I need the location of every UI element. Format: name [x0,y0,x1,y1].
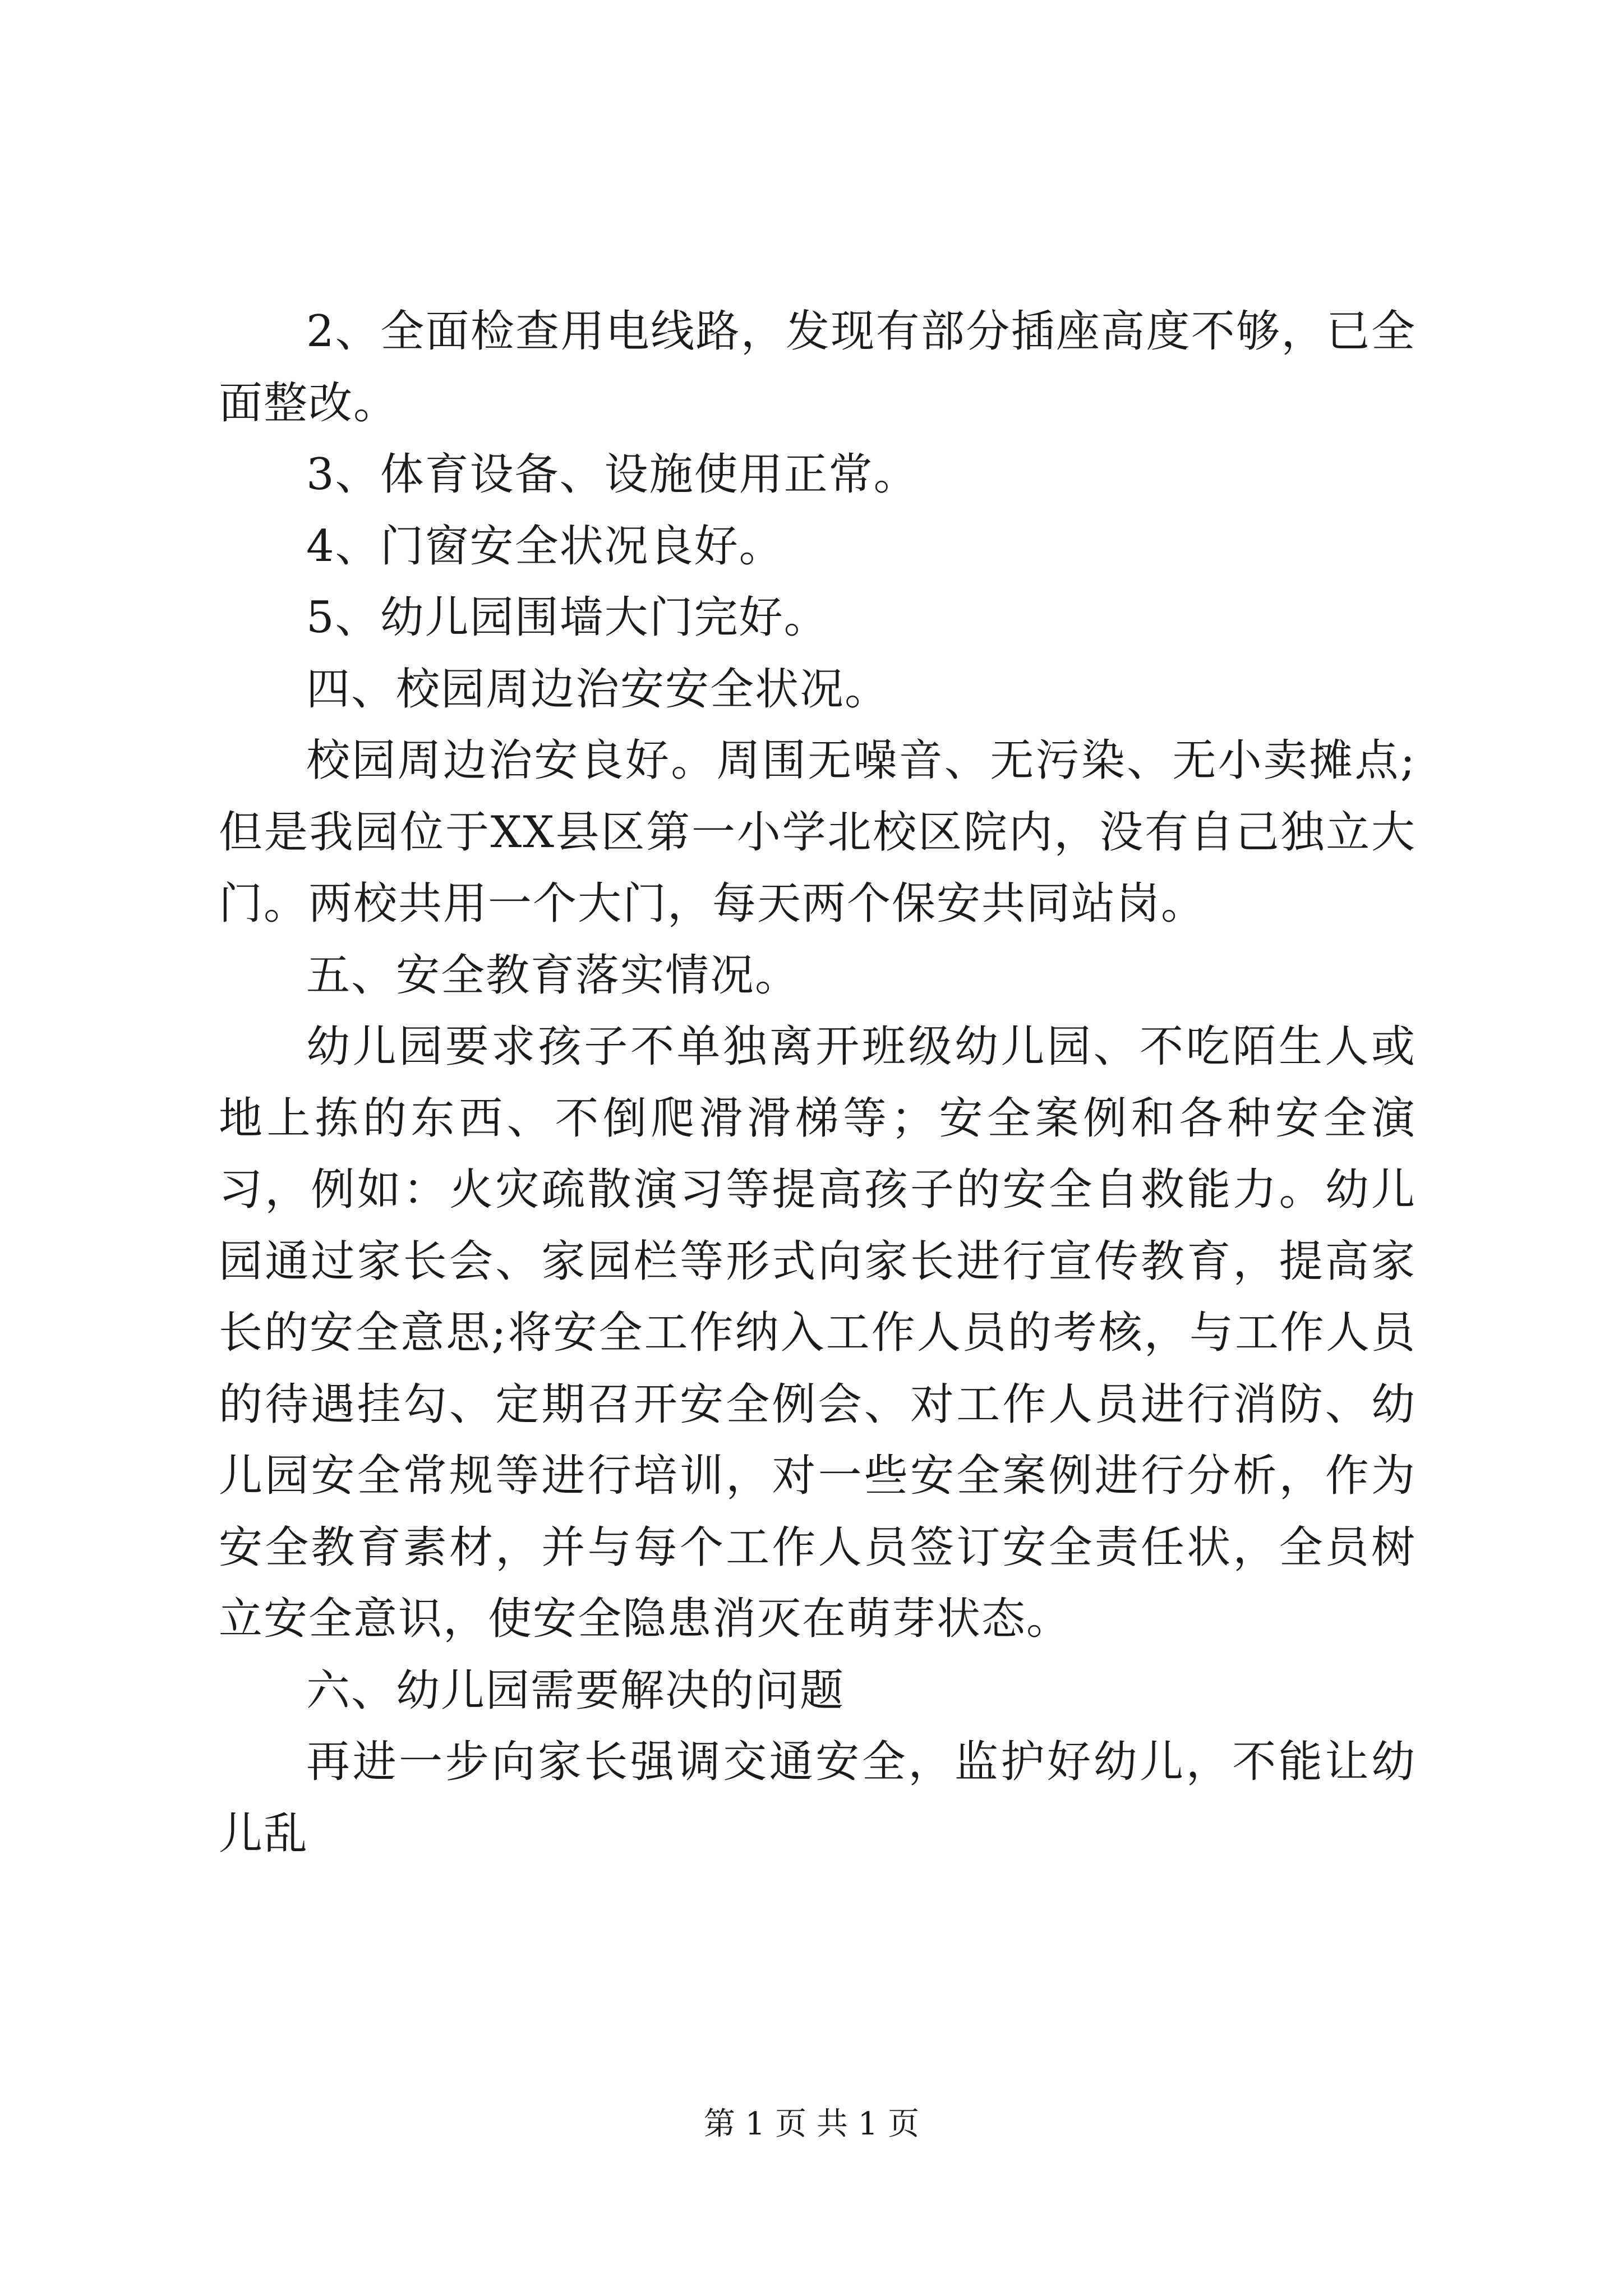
paragraph-item-4-doors-windows: 4、门窗安全状况良好。 [306,521,784,572]
paragraph-item-2-wiring-check: 2、全面检查用电线路，发现有部分插座高度不够，已全面整改。 [219,306,1416,429]
page-number-footer: 第 1 页 共 1 页 [703,2106,920,2142]
document-body [219,296,1416,1870]
section-heading-6: 六、幼儿园需要解决的问题 [306,1665,845,1716]
paragraph-issues-to-solve: 再进一步向家长强调交通安全，监护好幼儿，不能让幼儿乱 [219,1737,1416,1859]
paragraph-item-5-wall-gate: 5、幼儿园围墙大门完好。 [306,592,829,643]
section-heading-4: 四、校园周边治安安全状况。 [306,664,890,715]
paragraph-safety-education: 幼儿园要求孩子不单独离开班级幼儿园、不吃陌生人或地上拣的东西、不倒爬滑滑梯等；安全案例和各种安全演习，例如：火灾疏散演习等提高孩子的安全自救能力。幼儿园通过家长会、家园栏等形式向家长进行宣传教育，提高家长的安全意思;将安全工作纳入工作人员的考核，与工作人员的待遇挂勾、定期召开安全例会、对工作人员进行消防、幼儿园安全常规等进行培训，对一些安全案例进行分析，作为安全教育素材，并与每个工作人员签订安全责任状，全员树立安全意识，使安全隐患消灭在萌芽状态。 [219,1022,1416,1644]
paragraph-campus-surroundings: 校园周边治安良好。周围无噪音、无污染、无小卖摊点;但是我园位于XX县区第一小学北校区院内，没有自己独立大门。两校共用一个大门，每天两个保安共同站岗。 [219,735,1416,929]
section-heading-5: 五、安全教育落实情况。 [306,950,800,1001]
paragraph-item-3-sports-equipment: 3、体育设备、设施使用正常。 [306,449,919,500]
